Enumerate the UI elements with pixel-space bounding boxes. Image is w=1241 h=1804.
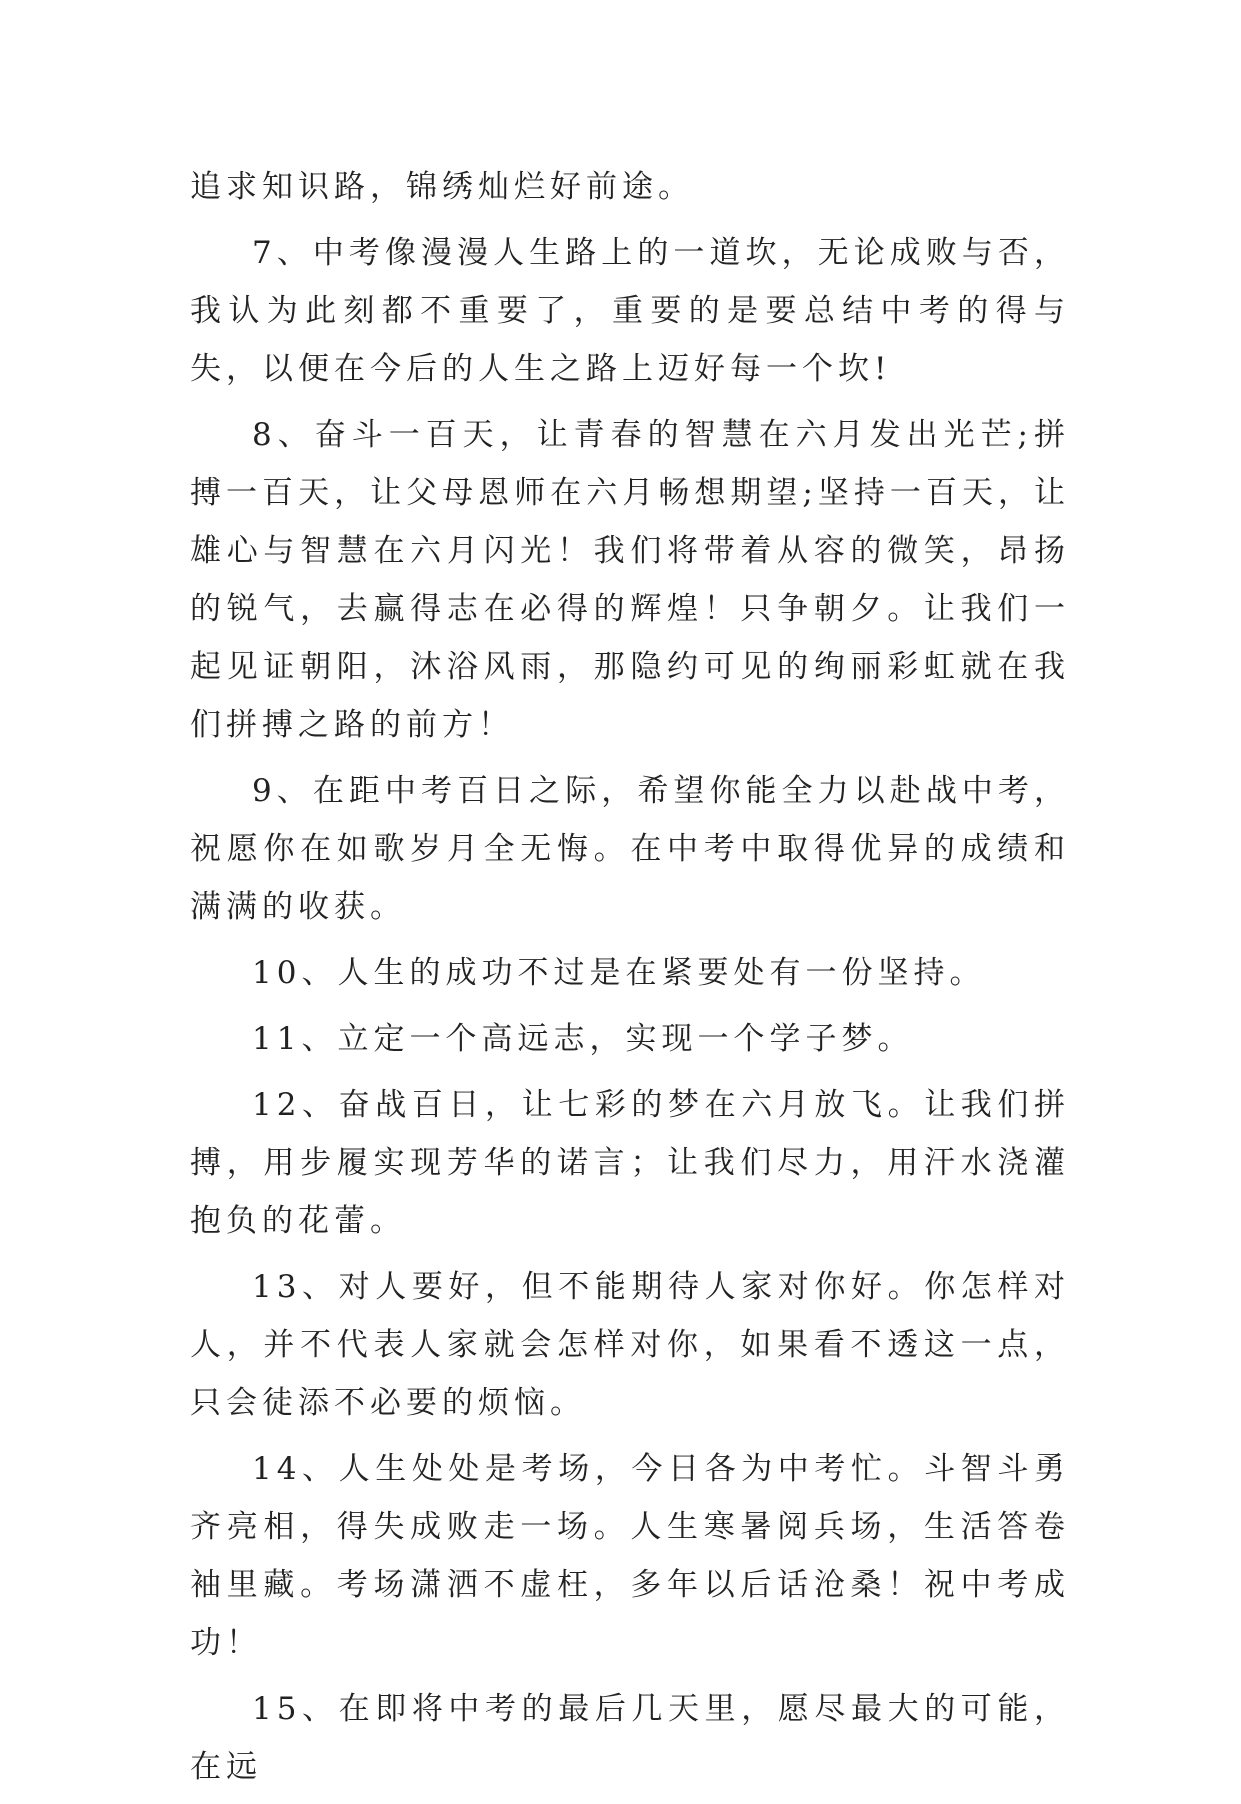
paragraph-item-14: 14、人生处处是考场，今日各为中考忙。斗智斗勇齐亮相，得失成败走一场。人生寒暑阅兵场，生活答卷袖里藏。考场潇洒不虚枉，多年以后话沧桑！祝中考成功！ xyxy=(190,1451,1070,1661)
paragraph-item-12: 12、奋战百日，让七彩的梦在六月放飞。让我们拼搏，用步履实现芳华的诺言；让我们尽力，用汗水浇灌抱负的花蕾。 xyxy=(190,1087,1070,1239)
paragraph-item-10: 10、人生的成功不过是在紧要处有一份坚持。 xyxy=(252,955,986,991)
paragraph-item-7: 7、中考像漫漫人生路上的一道坎，无论成败与否，我认为此刻都不重要了，重要的是要总结中考的得与失，以便在今后的人生之路上迈好每一个坎! xyxy=(190,235,1070,387)
paragraph-item-8: 8、奋斗一百天，让青春的智慧在六月发出光芒;拼搏一百天，让父母恩师在六月畅想期望;坚持一百天，让雄心与智慧在六月闪光！我们将带着从容的微笑，昂扬的锐气，去赢得志在必得的辉煌！只争朝夕。让我们一起见证朝阳，沐浴风雨，那隐约可见的绚丽彩虹就在我们拼搏之路的前方！ xyxy=(190,417,1070,743)
paragraph-item-13: 13、对人要好，但不能期待人家对你好。你怎样对人，并不代表人家就会怎样对你，如果看不透这一点，只会徒添不必要的烦恼。 xyxy=(190,1269,1070,1421)
paragraph-continuation: 追求知识路，锦绣灿烂好前途。 xyxy=(190,169,694,205)
paragraph-item-11: 11、立定一个高远志，实现一个学子梦。 xyxy=(252,1021,914,1057)
paragraph-item-9: 9、在距中考百日之际，希望你能全力以赴战中考，祝愿你在如歌岁月全无悔。在中考中取得优异的成绩和满满的收获。 xyxy=(190,773,1070,925)
document-body xyxy=(190,158,1070,1804)
paragraph-item-15: 15、在即将中考的最后几天里，愿尽最大的可能，在远 xyxy=(190,1691,1070,1785)
